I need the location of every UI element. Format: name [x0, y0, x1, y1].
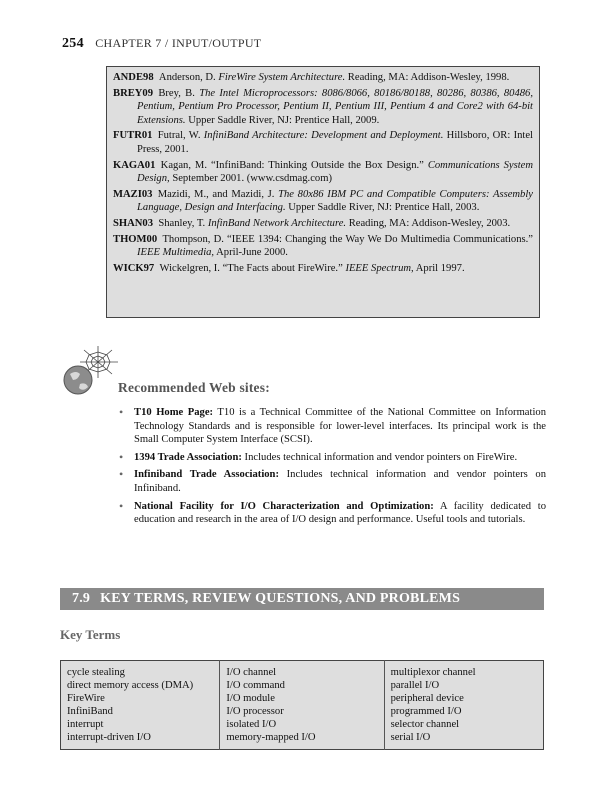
web-sites-heading: Recommended Web sites:: [118, 380, 270, 395]
web-site-item: [114, 451, 546, 465]
bullet-icon: •: [119, 449, 124, 464]
reference-text: FireWire System Architecture.: [218, 72, 346, 83]
reference-text: Reading, MA: Addison-Wesley, 2003.: [346, 217, 511, 229]
reference-key: MAZI03: [113, 188, 153, 200]
web-site-title: Infiniband Trade Association:: [134, 469, 279, 481]
reference-key: THOM00: [113, 233, 158, 245]
key-terms-table: [60, 660, 544, 750]
reference-text: Hillsboro, OR: Intel Press, 2001.: [137, 130, 534, 155]
reference-text: Mazidi, M., and Mazidi, J.: [157, 188, 279, 200]
section-heading: [60, 588, 544, 610]
web-sites-list: [114, 406, 546, 531]
key-terms-column: [220, 661, 384, 750]
section-title: KEY TERMS, REVIEW QUESTIONS, AND PROBLEMS: [100, 591, 461, 606]
page-number: 254: [62, 36, 84, 51]
reference-text: April 1997.: [413, 262, 465, 274]
key-term: peripheral device: [390, 693, 464, 704]
reference-key: WICK97: [113, 262, 155, 274]
key-term: I/O module: [226, 693, 275, 704]
reference-entry: [113, 129, 533, 156]
web-site-item: [114, 406, 546, 447]
reference-entry: [113, 262, 533, 276]
web-site-title: National Facility for I/O Characterization and Optimization:: [134, 500, 434, 512]
key-term: I/O command: [226, 680, 285, 691]
key-term: I/O processor: [226, 706, 284, 717]
key-terms-column: [384, 661, 543, 750]
reference-text: Futral, W.: [157, 130, 204, 142]
reference-text: The Intel Microprocessors: 8086/8066, 80186/80188, 80286, 80386, 80486, Pentium, Pentium Pro Processor, Pentium II, Pentium III, Pentium 4 and Core2 with 64-bit Extensions.: [137, 87, 533, 126]
reference-key: ANDE98: [113, 72, 154, 83]
page-header: [62, 36, 261, 52]
bullet-icon: •: [119, 467, 124, 482]
reference-entry: [113, 233, 533, 260]
key-terms-column: [61, 661, 220, 750]
reference-key: FUTR01: [113, 130, 153, 142]
web-site-description: Includes technical information and vendor pointers on FireWire.: [241, 451, 518, 463]
chapter-title: CHAPTER 7 / INPUT/OUTPUT: [95, 36, 262, 50]
reference-text: Kagan, M. “InfiniBand: Thinking Outside the Box Design.”: [160, 159, 428, 171]
reference-text: Upper Saddle River, NJ: Prentice Hall, 2003.: [285, 202, 480, 214]
key-term: I/O channel: [226, 667, 277, 678]
reference-key: KAGA01: [113, 159, 156, 171]
reference-text: September 2001. (www.csdmag.com): [169, 173, 332, 185]
key-term: cycle stealing: [67, 667, 125, 678]
web-site-title: 1394 Trade Association:: [134, 451, 242, 463]
bullet-icon: •: [119, 498, 124, 513]
web-site-item: [114, 500, 546, 527]
reference-text: Thompson, D. “IEEE 1394: Changing the Way We Do Multimedia Communications.”: [162, 233, 533, 245]
reference-text: April-June 2000.: [214, 247, 288, 259]
web-site-item: [114, 468, 546, 495]
key-term: parallel I/O: [390, 680, 440, 691]
reference-key: BREY09: [113, 87, 154, 99]
references-box: [106, 66, 540, 318]
key-term: InfiniBand: [67, 706, 113, 717]
key-term: isolated I/O: [226, 719, 277, 730]
web-site-description: Includes technical information and vendor pointers on Infiniband.: [134, 469, 546, 494]
bullet-icon: •: [119, 405, 124, 419]
reference-key: SHAN03: [113, 217, 154, 229]
reference-text: IEEE Spectrum,: [345, 262, 414, 274]
reference-entry: [113, 159, 533, 186]
reference-text: Shanley, T.: [158, 217, 208, 229]
reference-text: Upper Saddle River, NJ: Prentice Hall, 2009.: [185, 114, 380, 126]
web-site-title: T10 Home Page:: [134, 407, 214, 418]
key-term: programmed I/O: [390, 706, 462, 717]
reference-text: Reading, MA: Addison-Wesley, 1998.: [345, 72, 510, 83]
key-terms-heading: Key Terms: [60, 627, 121, 642]
key-term: multiplexor channel: [390, 667, 476, 678]
reference-text: InfinBand Network Architecture.: [207, 217, 347, 229]
reference-text: Wickelgren, I. “The Facts about FireWire.”: [159, 262, 346, 274]
key-term: serial I/O: [390, 732, 431, 743]
reference-text: Communications System Design,: [137, 159, 533, 185]
reference-entry: [113, 188, 533, 215]
reference-text: InfiniBand Architecture: Development and Deployment.: [203, 130, 444, 142]
reference-text: The 80x86 IBM PC and Compatible Computers: Assembly Language, Design and Interfacing.: [137, 188, 533, 214]
key-term: FireWire: [67, 693, 105, 704]
key-term: memory-mapped I/O: [226, 732, 316, 743]
section-number: 7.9: [72, 591, 91, 606]
reference-text: IEEE Multimedia,: [137, 247, 215, 259]
reference-entry: [113, 217, 533, 231]
web-site-description: A facility dedicated to education and research in the area of I/O design and performance. Useful tools and tutorials.: [134, 500, 547, 526]
key-term: interrupt: [67, 719, 104, 730]
key-term: direct memory access (DMA): [67, 680, 194, 691]
web-site-description: T10 is a Technical Committee of the National Committee on Information Technology Standards and is responsible for lower-level interfaces. Its principal work is the Small Computer System Interface (SCSI).: [134, 407, 546, 446]
key-term: selector channel: [390, 719, 460, 730]
reference-text: Brey, B.: [158, 87, 200, 99]
reference-text: Anderson, D.: [158, 72, 219, 83]
reference-entry: [113, 87, 533, 128]
reference-entry: [113, 71, 533, 85]
key-term: interrupt-driven I/O: [67, 732, 151, 743]
